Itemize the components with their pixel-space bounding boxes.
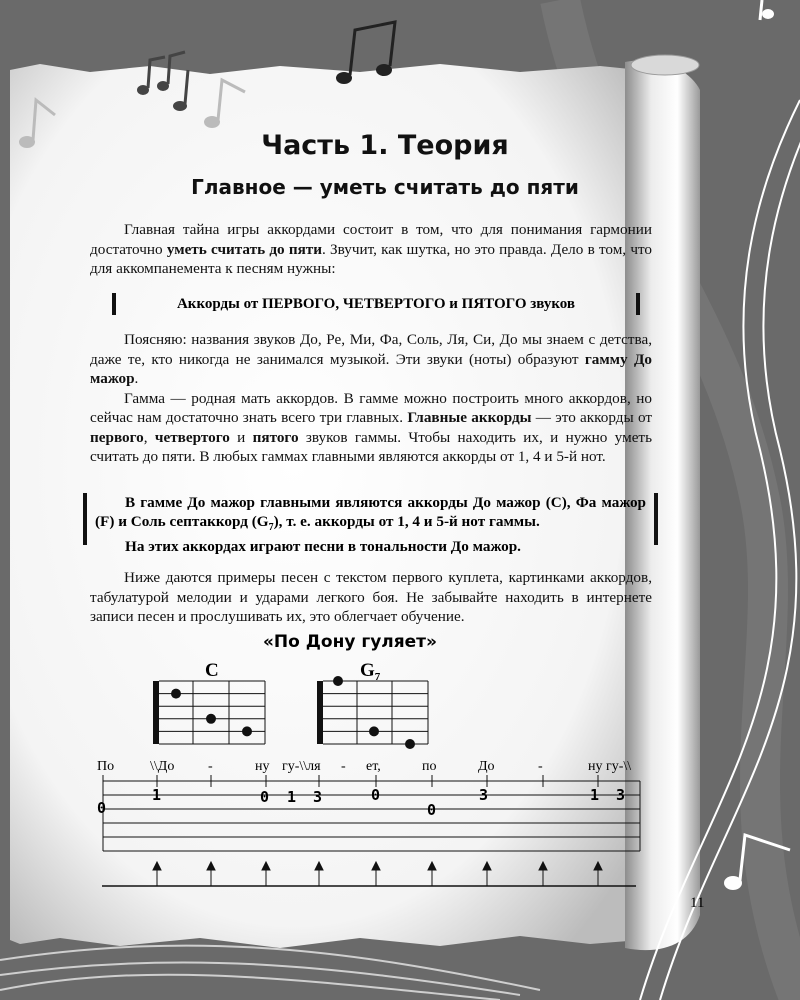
song-title: «По Дону гуляет» (262, 632, 438, 652)
tab-number: 0 (371, 786, 381, 804)
song-notation (0, 655, 700, 895)
tab-number: 3 (313, 788, 323, 806)
explanation-text: Поясняю: названия звуков До, Ре, Ми, Фа, Соль, Ля, Си, До мы знаем с детства, даже те, кто никогда не занимался музыкой. Эти звуки (ноты) образуют гамму До мажор. Гамма — родная мать аккордов. В гамме можно построить много аккордов, но сейчас нам достаточно знать всего три главных. Главные аккорды — это аккорды от первого, четвертого и пятого звуков гаммы. Чтобы находить их, и нужно уметь считать до пяти. В любых гаммах главными являются аккорды от 1, 4 и 5-й нот. (90, 331, 653, 465)
lyric-syllable: ну (255, 759, 270, 774)
strum-arrows (102, 862, 636, 886)
page-title: Часть 1. Теория (261, 130, 509, 161)
chord-diagram-c (153, 681, 265, 744)
tab-number: 1 (590, 786, 600, 804)
lyric-syllable: гу-\\ля (282, 759, 321, 774)
finger-dot (242, 726, 252, 736)
lyric-syllable: - (208, 759, 213, 774)
chord-name-g7: $G_7$ (360, 660, 381, 683)
finger-dot (369, 726, 379, 736)
tab-number: 3 (479, 786, 489, 804)
page-subtitle: Главное — уметь считать до пяти (191, 175, 579, 199)
tab-number: 1 (152, 786, 162, 804)
lyric-syllable: - (341, 759, 346, 774)
tab-number: 0 (260, 788, 270, 806)
finger-dot (405, 739, 415, 749)
finger-dot (206, 714, 216, 724)
rule-box: В гамме До мажор главными являются аккорды До мажор (С), Фа мажор (F) и Соль септаккорд $(G_7)$, т. е. аккорды от 1, 4 и 5-й нот гаммы. На этих аккордах играют песни в тональности До мажор. (83, 493, 658, 545)
highlight-box: Аккорды от ПЕРВОГО, ЧЕТВЕРТОГО и ПЯТОГО звуков (112, 293, 640, 315)
lyric-syllable: По (97, 759, 115, 774)
lyric-syllable: \\До (150, 759, 175, 774)
finger-dot (333, 676, 343, 686)
finger-dot (171, 689, 181, 699)
page-number: 11 (690, 895, 705, 911)
lyric-syllable: - (538, 759, 543, 774)
tab-number: 0 (97, 799, 107, 817)
lyric-syllable: по (422, 759, 437, 774)
tab-number: 1 (287, 788, 297, 806)
lyric-syllable: ет, (366, 759, 381, 774)
lyric-syllable: До (478, 759, 495, 774)
lyric-syllable: ну гу-\\ (588, 759, 632, 774)
tab-number: 0 (427, 801, 437, 819)
tab-number: 3 (616, 786, 626, 804)
outro-paragraph: Ниже даются примеры песен с текстом первого куплета, картинками аккордов, табулатурой мелодии и ударами легкого боя. Не забывайте находить в интернете записи песен и прослушивать их, это облегчает обучение. (90, 569, 652, 625)
chord-diagram-g7 (317, 676, 428, 749)
chord-name-c: C (205, 660, 219, 681)
intro-paragraph: Главная тайна игры аккордами состоит в том, что для понимания гармонии достаточно уметь считать до пяти. Звучит, как шутка, но это правда. Дело в том, что для аккомпанемента к песням нужны: (90, 221, 652, 277)
